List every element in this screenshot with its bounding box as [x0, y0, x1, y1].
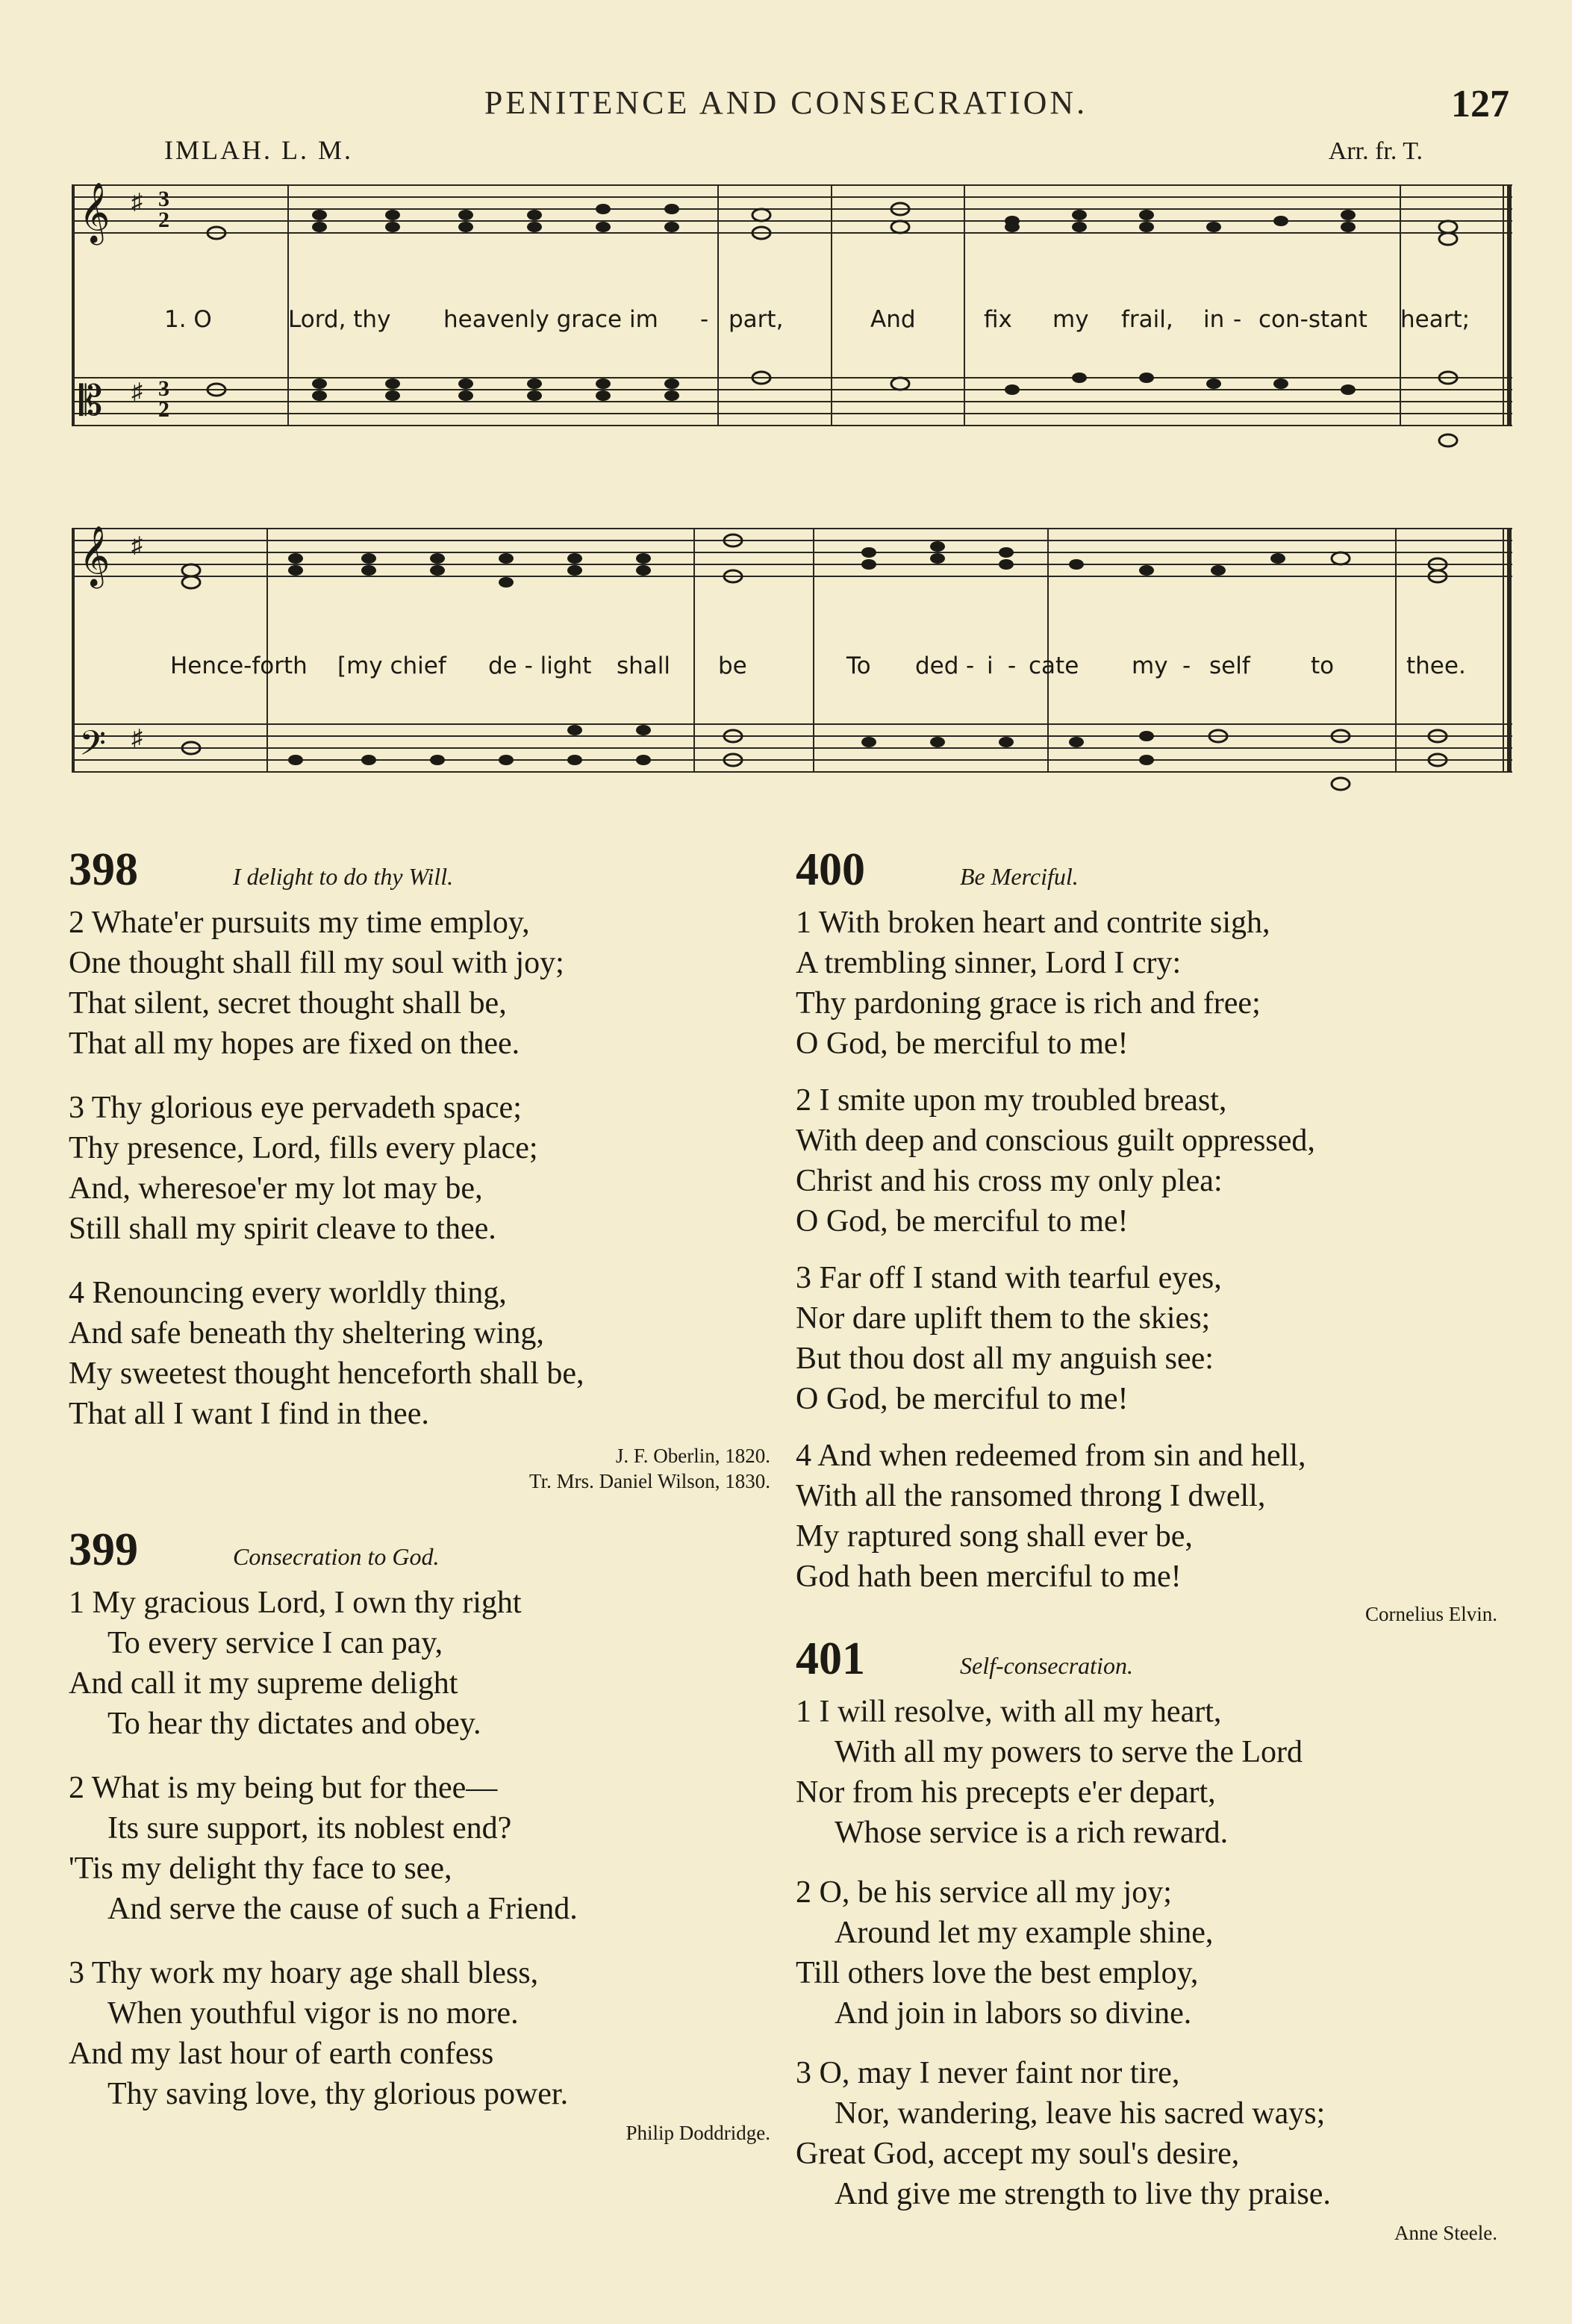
- verse-line: And serve the cause of such a Friend.: [107, 1892, 578, 1926]
- lyric: 1. O: [164, 306, 212, 333]
- lyric: self: [1209, 652, 1250, 679]
- svg-text:𝄞: 𝄞: [79, 184, 110, 242]
- page-number: 127: [1451, 83, 1509, 125]
- lyric: And: [870, 306, 916, 333]
- lyric: my: [1052, 306, 1089, 333]
- stanza: [69, 1088, 770, 1249]
- lyric: part,: [729, 306, 784, 333]
- lyric: de - light: [488, 652, 592, 679]
- verse-line: Still shall my spirit cleave to thee.: [69, 1212, 496, 1246]
- verse-line: O God, be merciful to me!: [796, 1204, 1129, 1239]
- verse-line: And my last hour of earth confess: [69, 2037, 494, 2071]
- lyric: [my chief: [337, 652, 446, 679]
- author: Cornelius Elvin.: [1365, 1603, 1497, 1625]
- attribution: [69, 2120, 770, 2146]
- verse-line: And call it my supreme delight: [69, 1666, 458, 1701]
- verse-line: Thy presence, Lord, fills every place;: [69, 1131, 538, 1165]
- svg-text:♯: ♯: [131, 726, 143, 750]
- running-head: PENITENCE AND CONSECRATION.: [484, 84, 1088, 121]
- lyric: -: [700, 306, 709, 333]
- stanza: [796, 2053, 1497, 2214]
- hymn-title: I delight to do thy Will.: [233, 863, 454, 890]
- verse-line: Thy pardoning grace is rich and free;: [796, 986, 1261, 1021]
- lyric: Hence-forth: [170, 652, 308, 679]
- hymn-number: 400: [796, 844, 865, 895]
- verse-line: 3 Thy work my hoary age shall bless,: [69, 1956, 539, 1990]
- verse-line: When youthful vigor is no more.: [107, 1996, 519, 2031]
- verse-line: Great God, accept my soul's desire,: [796, 2137, 1240, 2171]
- stanza: [796, 1872, 1497, 2034]
- lyric: in: [1203, 306, 1225, 333]
- verse-line: 4 Renouncing every worldly thing,: [69, 1276, 507, 1310]
- verse-line: Thy saving love, thy glorious power.: [107, 2077, 569, 2111]
- stanza: [796, 1436, 1497, 1597]
- attribution: [796, 1601, 1497, 1627]
- lyric: ded: [915, 652, 959, 679]
- music-system-2: [72, 514, 1512, 826]
- verse-line: 'Tis my delight thy face to see,: [69, 1851, 452, 1886]
- verse-line: 3 O, may I never faint nor tire,: [796, 2056, 1180, 2090]
- verse-line: Around let my example shine,: [835, 1916, 1214, 1950]
- verse-line: That all my hopes are fixed on thee.: [69, 1027, 520, 1061]
- verse-line: 4 And when redeemed from sin and hell,: [796, 1439, 1306, 1473]
- lyric: heart;: [1400, 306, 1470, 333]
- svg-text:𝄞: 𝄞: [79, 528, 110, 585]
- verse-line: Till others love the best employ,: [796, 1956, 1199, 1990]
- hymn-400: [796, 844, 1497, 1627]
- verse-line: That silent, secret thought shall be,: [69, 986, 507, 1021]
- verse-line: That all I want I find in thee.: [69, 1397, 429, 1431]
- verse-line: With all the ransomed throng I dwell,: [796, 1479, 1266, 1513]
- lyric: -: [1233, 306, 1242, 333]
- author: Anne Steele.: [1394, 2222, 1497, 2244]
- hymn-number: 398: [69, 844, 138, 895]
- lyric: i: [987, 652, 994, 679]
- verse-line: But thou dost all my anguish see:: [796, 1342, 1214, 1376]
- stanza: [69, 1273, 770, 1434]
- verse-line: And join in labors so divine.: [835, 1996, 1192, 2031]
- lyric: -: [1182, 652, 1191, 679]
- verse-line: 1 I will resolve, with all my heart,: [796, 1695, 1222, 1729]
- stanza: [69, 1768, 770, 1929]
- verse-line: Nor, wandering, leave his sacred ways;: [835, 2096, 1326, 2131]
- verse-line: And give me strength to live thy praise.: [835, 2177, 1331, 2211]
- verse-line: To hear thy dictates and obey.: [107, 1707, 481, 1741]
- verse-line: My raptured song shall ever be,: [796, 1519, 1193, 1554]
- stanza: [796, 1258, 1497, 1419]
- verse-line: 1 My gracious Lord, I own thy right: [69, 1586, 522, 1620]
- lyric: thee.: [1406, 652, 1466, 679]
- lyric: -: [1008, 652, 1017, 679]
- verse-line: Christ and his cross my only plea:: [796, 1164, 1223, 1198]
- svg-text:𝄡: 𝄡: [79, 378, 103, 425]
- arranger-credit: Arr. fr. T.: [1328, 137, 1423, 165]
- stanza: [796, 903, 1497, 1064]
- hymn-398: [69, 844, 770, 1494]
- stanza: [69, 1583, 770, 1744]
- author: Philip Doddridge.: [626, 2122, 770, 2144]
- verse-line: 3 Far off I stand with tearful eyes,: [796, 1261, 1222, 1295]
- verse-line: And safe beneath thy sheltering wing,: [69, 1316, 544, 1351]
- hymn-title: Self-consecration.: [960, 1652, 1133, 1679]
- hymn-399: [69, 1524, 770, 2146]
- verse-line: 2 O, be his service all my joy;: [796, 1875, 1172, 1910]
- verse-line: With deep and conscious guilt oppressed,: [796, 1124, 1315, 1158]
- verse-line: 2 I smite upon my troubled breast,: [796, 1083, 1227, 1118]
- music-system-1: [72, 178, 1512, 461]
- lyric: fix: [984, 306, 1012, 333]
- stanza: [796, 1080, 1497, 1242]
- stanza: [796, 1692, 1497, 1853]
- right-column: [796, 844, 1497, 2275]
- hymn-title: Consecration to God.: [233, 1543, 440, 1570]
- lyric: heavenly grace im: [443, 306, 658, 333]
- hymn-number: 399: [69, 1524, 138, 1575]
- verse-line: 3 Thy glorious eye pervadeth space;: [69, 1091, 522, 1125]
- lyric: shall: [617, 652, 671, 679]
- lyric: -: [966, 652, 975, 679]
- verse-line: 2 What is my being but for thee—: [69, 1771, 498, 1805]
- verse-line: One thought shall fill my soul with joy;: [69, 946, 564, 980]
- svg-text:3: 3: [158, 187, 169, 211]
- hymn-401: [796, 1633, 1497, 2246]
- lyric: frail,: [1121, 306, 1173, 333]
- attribution: [69, 1443, 770, 1494]
- stanza: [69, 903, 770, 1064]
- hymn-number: 401: [796, 1633, 865, 1684]
- left-column: [69, 844, 770, 2175]
- hymn-title: Be Merciful.: [960, 863, 1079, 890]
- verse-line: Nor dare uplift them to the skies;: [796, 1301, 1211, 1336]
- verse-line: Its sure support, its noblest end?: [107, 1811, 512, 1845]
- svg-text:2: 2: [158, 397, 169, 422]
- lyric: my: [1132, 652, 1168, 679]
- verse-line: A trembling sinner, Lord I cry:: [796, 946, 1182, 980]
- verse-line: O God, be merciful to me!: [796, 1027, 1129, 1061]
- svg-text:3: 3: [158, 376, 169, 401]
- verse-line: To every service I can pay,: [107, 1626, 443, 1660]
- verse-line: With all my powers to serve the Lord: [835, 1735, 1303, 1769]
- author: J. F. Oberlin, 1820.: [615, 1445, 770, 1467]
- lyric: Lord, thy: [288, 306, 391, 333]
- lyric: to: [1311, 652, 1335, 679]
- svg-text:𝄢: 𝄢: [79, 725, 107, 771]
- lyric: To: [846, 652, 871, 679]
- stanza: [69, 1953, 770, 2114]
- lyric: be: [718, 652, 747, 679]
- verse-line: Nor from his precepts e'er depart,: [796, 1775, 1216, 1810]
- svg-text:2: 2: [158, 208, 169, 232]
- verse-line: Whose service is a rich reward.: [835, 1816, 1229, 1850]
- verse-line: My sweetest thought henceforth shall be,: [69, 1356, 584, 1391]
- attribution: [796, 2220, 1497, 2246]
- translator: Tr. Mrs. Daniel Wilson, 1830.: [529, 1470, 770, 1492]
- svg-text:♯: ♯: [131, 533, 143, 558]
- verse-line: 2 Whate'er pursuits my time employ,: [69, 906, 530, 940]
- verse-line: God hath been merciful to me!: [796, 1560, 1182, 1594]
- verse-line: And, wheresoe'er my lot may be,: [69, 1171, 483, 1206]
- svg-text:♯: ♯: [131, 379, 143, 404]
- svg-text:♯: ♯: [131, 190, 143, 214]
- verse-line: O God, be merciful to me!: [796, 1382, 1129, 1416]
- tune-name: IMLAH. L. M.: [164, 135, 353, 165]
- verse-line: 1 With broken heart and contrite sigh,: [796, 906, 1270, 940]
- lyric: con-stant: [1258, 306, 1367, 333]
- lyric: cate: [1029, 652, 1079, 679]
